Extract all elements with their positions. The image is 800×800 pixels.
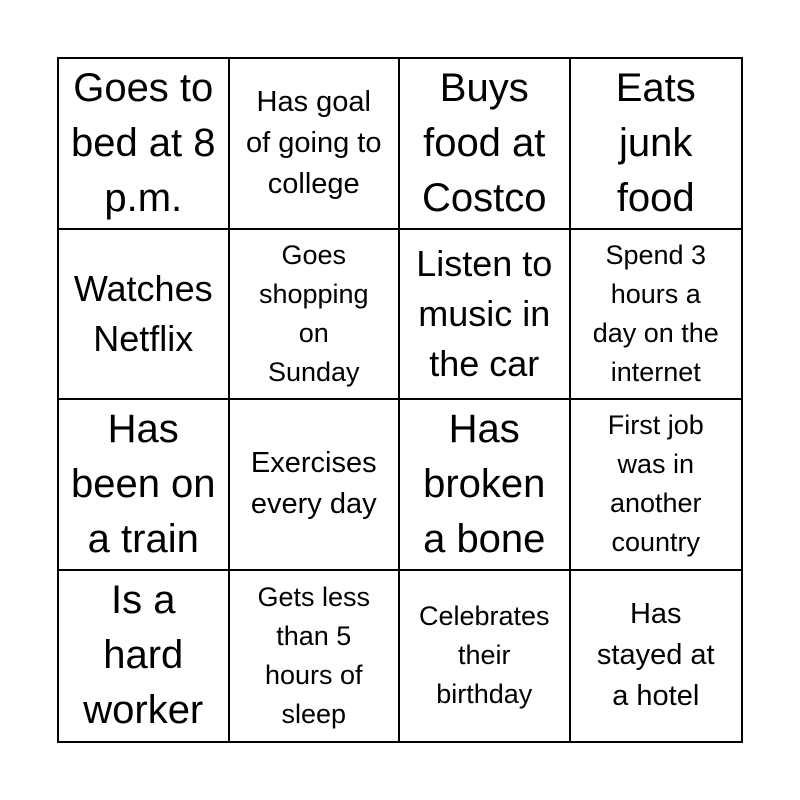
bingo-cell[interactable] — [571, 571, 742, 742]
cell-text: Celebrates their birthday — [418, 601, 550, 710]
cell-text: Watches Netflix — [73, 267, 213, 359]
bingo-cell[interactable] — [230, 400, 401, 571]
cell-text: Exercises every day — [250, 447, 377, 521]
bingo-cell[interactable] — [571, 59, 742, 230]
bingo-cell[interactable] — [571, 230, 742, 401]
bingo-board — [57, 57, 743, 743]
bingo-cell[interactable] — [230, 230, 401, 401]
bingo-cell[interactable] — [400, 400, 571, 571]
bingo-cell[interactable] — [59, 571, 230, 742]
cell-text: Is a hard worker — [83, 578, 204, 733]
cell-text: Eats junk food — [615, 65, 696, 220]
cell-text: Listen to music in the car — [416, 242, 553, 384]
bingo-cell[interactable] — [230, 59, 401, 230]
cell-text: Spend 3 hours a day on the internet — [592, 239, 719, 387]
cell-text: Has been on a train — [70, 406, 216, 561]
cell-text: Gets less than 5 hours of sleep — [257, 581, 371, 729]
bingo-cell[interactable] — [571, 400, 742, 571]
bingo-cell[interactable] — [400, 59, 571, 230]
bingo-cell[interactable] — [230, 571, 401, 742]
bingo-cell[interactable] — [59, 230, 230, 401]
cell-text: Goes to bed at 8 p.m. — [70, 65, 216, 220]
cell-text: First job was in another country — [607, 410, 704, 558]
cell-text: Buys food at Costco — [422, 65, 547, 220]
cell-text: Has broken a bone — [423, 406, 546, 561]
bingo-cell[interactable] — [400, 230, 571, 401]
bingo-cell[interactable] — [59, 400, 230, 571]
bingo-cell[interactable] — [59, 59, 230, 230]
cell-text: Has stayed at a hotel — [596, 598, 715, 713]
cell-text: Has goal of going to college — [246, 85, 382, 200]
bingo-cell[interactable] — [400, 571, 571, 742]
cell-text: Goes shopping on Sunday — [258, 239, 369, 387]
